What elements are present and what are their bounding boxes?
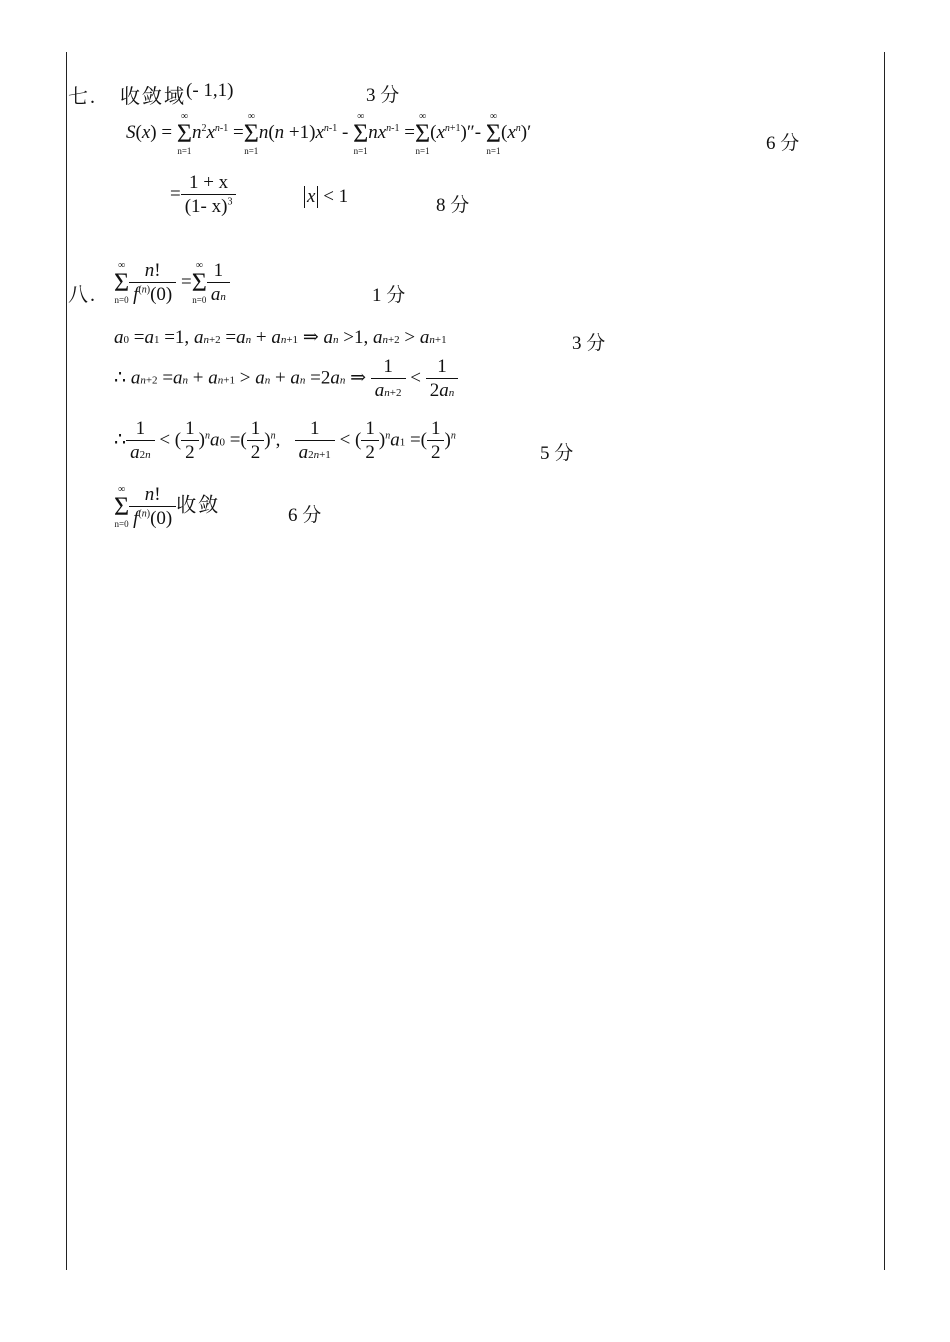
q8-points-6: 6 分 (288, 505, 322, 526)
sum-symbol: ∞ Σ n=1 (353, 111, 369, 156)
q8-conclusion-line: ∞ Σ n=0 $\frac{n!}{f^{(n)}(0)}$ 收敛 (114, 484, 221, 530)
q7-series-sum-formula: S(x) = ∞ Σ n=1 $n^2x^{n-1}$ = ∞ Σ n=1 $n(n +1)x^{n-1}$ - ∞ Σ n=1 $nx^{n-1}$ = ∞ Σ n=1 $(x^{n+1})''-$ ∞ Σ n=1 $(x^n)'$ (126, 111, 532, 156)
sum-symbol: ∞ Σ n=1 (414, 111, 431, 156)
q7-convergence-domain-label: 收敛域 (120, 86, 186, 108)
q7-condition: x < 1 (304, 186, 348, 208)
sum-symbol: ∞ Σ n=1 (176, 111, 192, 156)
q8-converges-label: 收敛 (176, 494, 221, 517)
sum-symbol: ∞ Σ n=1 (243, 111, 259, 156)
right-border-line (884, 52, 885, 1270)
q7-label: 七. (68, 86, 97, 108)
sum-symbol: ∞ Σ n=0 (114, 484, 130, 530)
q8-points-1: 1 分 (372, 285, 406, 306)
sum-symbol: ∞ Σ n=1 (485, 111, 501, 156)
q8-inequality-line: ∴ an+2 =an + an+1 > an + an =2an ⇒ $\frac{1}{an+2}$ < $\frac{1}{2an}$ (114, 356, 458, 403)
q7-points-8: 8 分 (436, 195, 470, 216)
q7-points-6: 6 分 (766, 133, 800, 154)
q8-series-equivalence: ∞ Σ n=0 $\frac{n!}{f^{(n)}(0)}$ = ∞ Σ n=0 $\frac{1}{an}$ (114, 260, 230, 307)
q8-points-5: 5 分 (540, 443, 574, 464)
sum-symbol: ∞ Σ n=0 (114, 260, 130, 306)
q8-points-3: 3 分 (572, 333, 606, 354)
q8-recurrence-line: a0 =a1 =1, an+2 =an + an+1 ⇒ an >1, an+2 > an+1 (114, 327, 447, 348)
q7-points-3: 3 分 (366, 85, 400, 106)
q8-label: 八. (68, 284, 97, 306)
left-border-line (66, 52, 67, 1270)
sum-symbol: ∞ Σ n=0 (191, 260, 207, 306)
q7-closed-form-result: = $\frac{1 + x}{(1- x)^3}$ (170, 172, 236, 219)
q8-bound-line: ∴ $\frac{1}{a2n}$ < ( $\frac{1}{2}$ )$^n$a0 =( $\frac{1}{2}$ )$^n$, $\frac{1}{a2n+1}$ < ( $\frac{1}{2}$ )$^n$a1 =( $\frac{1}{2}$ )$^n$ (114, 418, 456, 463)
q7-interval: (- 1,1) (186, 80, 234, 101)
